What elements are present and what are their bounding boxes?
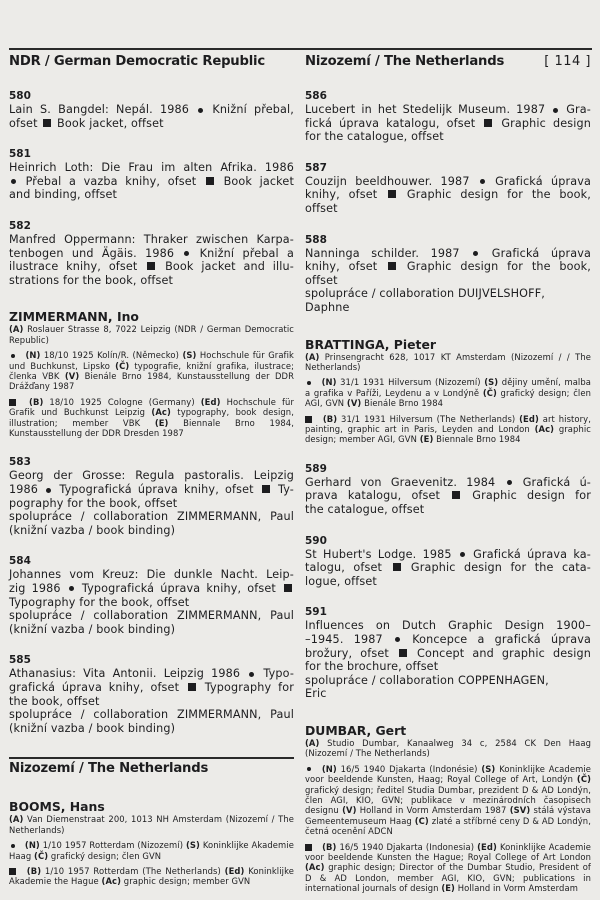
square-icon xyxy=(305,844,312,851)
field-code: (Ed) xyxy=(477,841,497,852)
person-brattinga xyxy=(305,337,591,445)
biography-czech: (N) 1/10 1957 Rotterdam (Nizozemí) (S) Koninklijke Akademie Haag (Č) grafický design; člen GVN xyxy=(9,840,294,861)
entry-number: 591 xyxy=(305,606,327,619)
square-icon xyxy=(284,584,292,592)
field-code: (Ac) xyxy=(534,423,555,434)
designer-name xyxy=(305,337,591,352)
bullet-icon xyxy=(307,767,311,771)
entry-line: Eric xyxy=(305,687,327,701)
entry-line: Couzijn beeldhouwer. 1987 Grafická úprava xyxy=(305,174,591,188)
section-heading-netherlands: Nizozemí / The Netherlands xyxy=(9,761,209,777)
square-icon xyxy=(484,119,492,127)
address: (A) Van Diemenstraat 200, 1013 NH Amsterdam (Nizozemí / The Netherlands) xyxy=(9,814,294,835)
biography-english: (B) 1/10 1957 Rotterdam (The Netherlands) (Ed) Koninklijke Akademie the Hague (Ac) graphic design; member GVN xyxy=(9,865,294,887)
right-running-head-title: Nizozemí / The Netherlands xyxy=(305,54,505,69)
entry-number: 580 xyxy=(9,90,31,102)
catalogue-entry xyxy=(9,554,294,636)
left-column xyxy=(9,52,294,887)
biography-czech: (N) 31/1 1931 Hilversum (Nizozemí) (S) dějiny umění, malba a grafika v Paříži, Leydenu a v Londýně (Č) grafický design; člen AGI, GVN (V) Bienále Brno 1984 xyxy=(305,377,592,409)
field-code: (B) xyxy=(322,413,338,424)
field-code: (Č) xyxy=(482,387,497,398)
entry-description xyxy=(9,568,294,636)
person-dumbar xyxy=(305,723,591,894)
biography-english: (B) 31/1 1931 Hilversum (The Netherlands) (Ed) art history, painting, graphic art in Paris, Leyden and London (Ac) graphic design; member AGI, GVN (E) Biennale Brno 1984 xyxy=(305,413,592,445)
entry-line: pography for the book, offset xyxy=(9,496,178,510)
entry-line: Heinrich Loth: Die Frau im alten Afrika. 1986 xyxy=(9,161,294,175)
entry-line: (knižní vazba / book binding) xyxy=(9,622,176,636)
entry-number: 586 xyxy=(305,90,327,102)
entry-line: brožury, ofset Concept and graphic design xyxy=(305,646,591,660)
field-code: (A) xyxy=(305,737,320,748)
field-code: (Č) xyxy=(115,360,130,371)
field-code: (V) xyxy=(346,398,362,409)
square-icon xyxy=(388,190,396,198)
entry-line: Nanninga schilder. 1987 Grafická úprava xyxy=(305,246,591,260)
entry-line: talogu, ofset Graphic design for the cata- xyxy=(305,561,591,575)
entries-589-591 xyxy=(305,462,591,701)
field-code: (V) xyxy=(342,805,357,816)
right-running-head xyxy=(305,52,591,72)
catalogue-entry xyxy=(305,161,591,216)
entry-line: knihy, ofset Graphic design for the book, xyxy=(305,260,592,274)
field-code: (S) xyxy=(481,763,496,774)
entry-line: offset xyxy=(305,273,338,287)
entry-line: Johannes vom Kreuz: Die dunkle Nacht. Leip- xyxy=(9,568,294,582)
entry-line: Georg der Grosse: Regula pastoralis. Leipzig xyxy=(9,469,294,483)
entry-line: tenbogen und Ägäis. 1986 Knižní přebal a xyxy=(9,246,295,260)
bullet-icon xyxy=(473,251,478,256)
bullet-icon xyxy=(395,637,400,642)
entry-description xyxy=(305,103,591,144)
entry-line: for the catalogue, offset xyxy=(305,130,444,144)
entries-580-582 xyxy=(9,89,294,287)
entry-line: and binding, offset xyxy=(9,188,118,202)
entry-line: Daphne xyxy=(305,300,350,314)
page-number: [ 114 ] xyxy=(544,54,591,69)
biography-czech: (N) 18/10 1925 Kolín/R. (Německo) (S) Hochschule für Grafik und Buchkunst, Lipsko (Č) typografie, knižní grafika, ilustrace; členka VBK (V) Bienále Brno 1984, Kunstausstellung der DDR Drážďany 1987 xyxy=(9,350,295,392)
designer-bio xyxy=(305,352,591,445)
designer-bio xyxy=(9,324,294,438)
entries-583-585 xyxy=(9,455,294,735)
entry-line: prava katalogu, ofset Graphic design for xyxy=(305,489,591,503)
field-code: (B) xyxy=(29,396,44,407)
square-icon xyxy=(388,262,396,270)
top-rule xyxy=(9,48,592,50)
entry-number: 582 xyxy=(9,219,31,232)
catalogue-entry xyxy=(9,455,294,537)
designer-surname: DUMBAR, xyxy=(305,722,372,738)
field-code: (B) xyxy=(322,841,337,852)
catalogue-entry xyxy=(9,219,294,287)
field-code: (A) xyxy=(9,814,24,825)
catalogue-entry xyxy=(9,147,294,202)
catalogue-entry xyxy=(305,233,591,315)
square-icon xyxy=(43,119,51,127)
entry-line: Lain S. Bangdel: Nepál. 1986 Knižní přebal, xyxy=(9,103,294,116)
entry-line: knihy, ofset Graphic design for the book, xyxy=(305,188,592,202)
square-icon xyxy=(305,416,312,423)
square-icon xyxy=(147,262,155,270)
person-zimmermann xyxy=(9,309,294,438)
entry-line: (knižní vazba / book binding) xyxy=(9,721,176,735)
entry-line: spolupráce / collaboration ZIMMERMANN, Paul xyxy=(9,609,294,623)
square-icon xyxy=(393,563,401,571)
field-code: (S) xyxy=(185,840,200,851)
entry-line: logue, offset xyxy=(305,574,377,588)
entry-number: 590 xyxy=(305,534,327,547)
entry-line: ofset Book jacket, offset xyxy=(9,116,164,130)
bullet-icon xyxy=(11,844,15,848)
designer-bio xyxy=(305,738,591,894)
entry-description xyxy=(305,476,591,517)
entry-line: spolupráce / collaboration DUIJVELSHOFF, xyxy=(305,287,546,301)
field-code: (B) xyxy=(26,865,42,876)
field-code: (Ed) xyxy=(519,413,539,424)
entry-number: 581 xyxy=(9,148,31,161)
square-icon xyxy=(9,399,16,406)
designer-surname: BRATTINGA, xyxy=(305,336,390,352)
entry-line: zig 1986 Typografická úprava knihy, ofset xyxy=(9,582,294,596)
field-code: (N) xyxy=(24,840,40,851)
entry-line: the book, offset xyxy=(9,694,100,708)
entry-line: for the brochure, offset xyxy=(305,660,439,674)
bullet-icon xyxy=(553,108,558,113)
entry-line: Lucebert in het Stedelijk Museum. 1987 Gra- xyxy=(305,103,591,116)
designer-surname: BOOMS, xyxy=(9,799,66,815)
bullet-icon xyxy=(460,552,465,557)
designer-given-name: Pieter xyxy=(389,336,436,352)
entry-line: offset xyxy=(305,201,338,215)
field-code: (Ac) xyxy=(101,876,122,887)
entry-number: 587 xyxy=(305,161,327,174)
entry-description xyxy=(305,619,591,701)
field-code: (Č) xyxy=(34,850,49,861)
bullet-icon xyxy=(507,480,512,485)
designer-given-name: Hans xyxy=(65,799,105,815)
bullet-icon xyxy=(11,354,15,358)
field-code: (E) xyxy=(419,434,434,445)
designer-name xyxy=(9,799,294,814)
bullet-icon xyxy=(184,251,189,256)
address: (A) Studio Dumbar, Kanaalweg 34 c, 2584 CK Den Haag (Nizozemí / The Netherlands) xyxy=(305,737,591,759)
field-code: (Ed) xyxy=(224,865,245,876)
square-icon xyxy=(452,491,460,499)
left-running-head: NDR / German Democratic Republic xyxy=(9,54,265,69)
entry-line: Manfred Oppermann: Thraker zwischen Karpa- xyxy=(9,232,294,246)
entries-586-588 xyxy=(305,89,591,315)
square-icon xyxy=(206,177,214,185)
field-code: (Ac) xyxy=(151,407,171,418)
entry-line: Athanasius: Vita Antonii. Leipzig 1986 Typo- xyxy=(9,667,295,681)
biography-english: (B) 16/5 1940 Djakarta (Indonesia) (Ed) Koninklijke Academie voor beeldende Kunsten the Hague; Royal College of Art London (Ac) graphic design; Director of the Dumbar Studio, President of D & AD London, member AGI, KIO, GVN; publications in international journals of design (E) Holland in Vorm Amsterdam xyxy=(305,841,592,894)
entry-description xyxy=(9,667,294,735)
entry-description xyxy=(9,469,294,537)
field-code: (Ac) xyxy=(305,862,325,873)
entry-line: Gerhard von Graevenitz. 1984 Grafická ú- xyxy=(305,475,591,489)
designer-given-name: Ino xyxy=(112,309,139,325)
field-code: (S) xyxy=(484,377,499,388)
entry-line: grafická úprava knihy, ofset Typography for xyxy=(9,680,294,694)
designer-bio xyxy=(9,814,294,886)
right-column xyxy=(305,52,591,894)
field-code: (Ed) xyxy=(200,396,221,407)
field-code: (N) xyxy=(321,763,337,774)
entry-number: 584 xyxy=(9,555,31,568)
field-code: (E) xyxy=(441,883,455,894)
entry-line: Influences on Dutch Graphic Design 1900– xyxy=(305,619,591,633)
field-code: (Č) xyxy=(576,774,591,785)
entry-number: 585 xyxy=(9,654,31,667)
field-code: (N) xyxy=(321,377,337,388)
entry-line: Přebal a vazba knihy, ofset Book jacket xyxy=(9,175,294,189)
entry-description xyxy=(9,103,294,130)
entry-line: spolupráce / collaboration ZIMMERMANN, Paul xyxy=(9,510,294,524)
entry-description xyxy=(9,233,294,287)
bullet-icon xyxy=(46,488,51,493)
bullet-icon xyxy=(198,108,203,113)
entry-description xyxy=(305,247,591,315)
field-code: (S) xyxy=(182,350,197,361)
bullet-icon xyxy=(11,179,16,184)
entry-description xyxy=(305,548,591,589)
address: (A) Roslauer Strasse 8, 7022 Leipzig (NDR / German Democratic Republic) xyxy=(9,324,294,345)
square-icon xyxy=(188,683,196,691)
catalogue-entry xyxy=(305,89,591,144)
square-icon xyxy=(399,649,407,657)
entry-number: 589 xyxy=(305,462,327,475)
entry-line: (knižní vazba / book binding) xyxy=(9,523,176,537)
field-code: (SV) xyxy=(509,805,531,816)
square-icon xyxy=(9,868,16,875)
entry-line: Typography for the book, offset xyxy=(9,595,190,609)
bullet-icon xyxy=(307,381,311,385)
catalogue-entry xyxy=(305,605,591,701)
biography-czech: (N) 16/5 1940 Djakarta (Indonésie) (S) Koninklijke Academie voor beeldende Kunsten, Haag; Royal College of Art, Londýn (Č) grafický design; ředitel Studia Dumbar, prezident D & AD Londýn, člen AGI, KIO, GVN; publikace v mezinárodních časopisech designu (V) Holland in Vorm Amsterdam 1987 (SV) stálá výstava Gemeentemuseum Haag (C) zlaté a stříbrné ceny D & AD Londýn, četná ocenění ADCN xyxy=(305,763,592,837)
entry-line: spolupráce / collaboration ZIMMERMANN, Paul xyxy=(9,708,294,722)
entry-description xyxy=(9,161,294,202)
designer-name xyxy=(305,723,591,738)
person-booms xyxy=(9,799,294,886)
field-code: (V) xyxy=(64,370,80,381)
bullet-icon xyxy=(480,179,485,184)
catalogue-entry xyxy=(305,534,591,589)
entry-line: fická úprava katalogu, ofset Graphic design xyxy=(305,116,591,130)
bullet-icon xyxy=(69,586,74,591)
field-code: (N) xyxy=(25,350,41,361)
entry-line: strations for the book, offset xyxy=(9,273,174,287)
designer-given-name: Gert xyxy=(371,722,407,738)
field-code: (E) xyxy=(154,417,169,428)
catalogue-entry xyxy=(9,653,294,735)
designer-surname: ZIMMERMANN, xyxy=(9,309,113,325)
designer-name xyxy=(9,309,294,324)
field-code: (A) xyxy=(305,351,320,362)
address: (A) Prinsengracht 628, 1017 KT Amsterdam (Nizozemí / / The Netherlands) xyxy=(305,351,591,372)
entry-line: spolupráce / collaboration COPPENHAGEN, xyxy=(305,673,549,687)
entry-line: –1945. 1987 Koncepce a grafická úprava xyxy=(305,632,591,646)
biography-english: (B) 18/10 1925 Cologne (Germany) (Ed) Hochschule für Grafik und Buchkunst Leipzig (Ac) typography, book design, illustration; member VBK (E) Biennale Brno 1984, Kunstausstellung der DDR Dresden 1987 xyxy=(9,396,294,438)
catalogue-entry xyxy=(305,462,591,517)
entry-line: St Hubert's Lodge. 1985 Grafická úprava ka- xyxy=(305,547,591,561)
bullet-icon xyxy=(249,672,254,677)
entry-line: 1986 Typografická úprava knihy, ofset Ty- xyxy=(9,483,294,496)
entry-description xyxy=(305,175,591,216)
catalogue-entry xyxy=(9,89,294,130)
entry-line: the catalogue, offset xyxy=(305,502,425,516)
field-code: (A) xyxy=(9,324,24,335)
entry-number: 588 xyxy=(305,233,327,246)
square-icon xyxy=(262,485,270,493)
entry-number: 583 xyxy=(9,456,31,469)
entry-line: ilustrace knihy, ofset Book jacket and illu- xyxy=(9,260,294,274)
field-code: (C) xyxy=(414,815,429,826)
